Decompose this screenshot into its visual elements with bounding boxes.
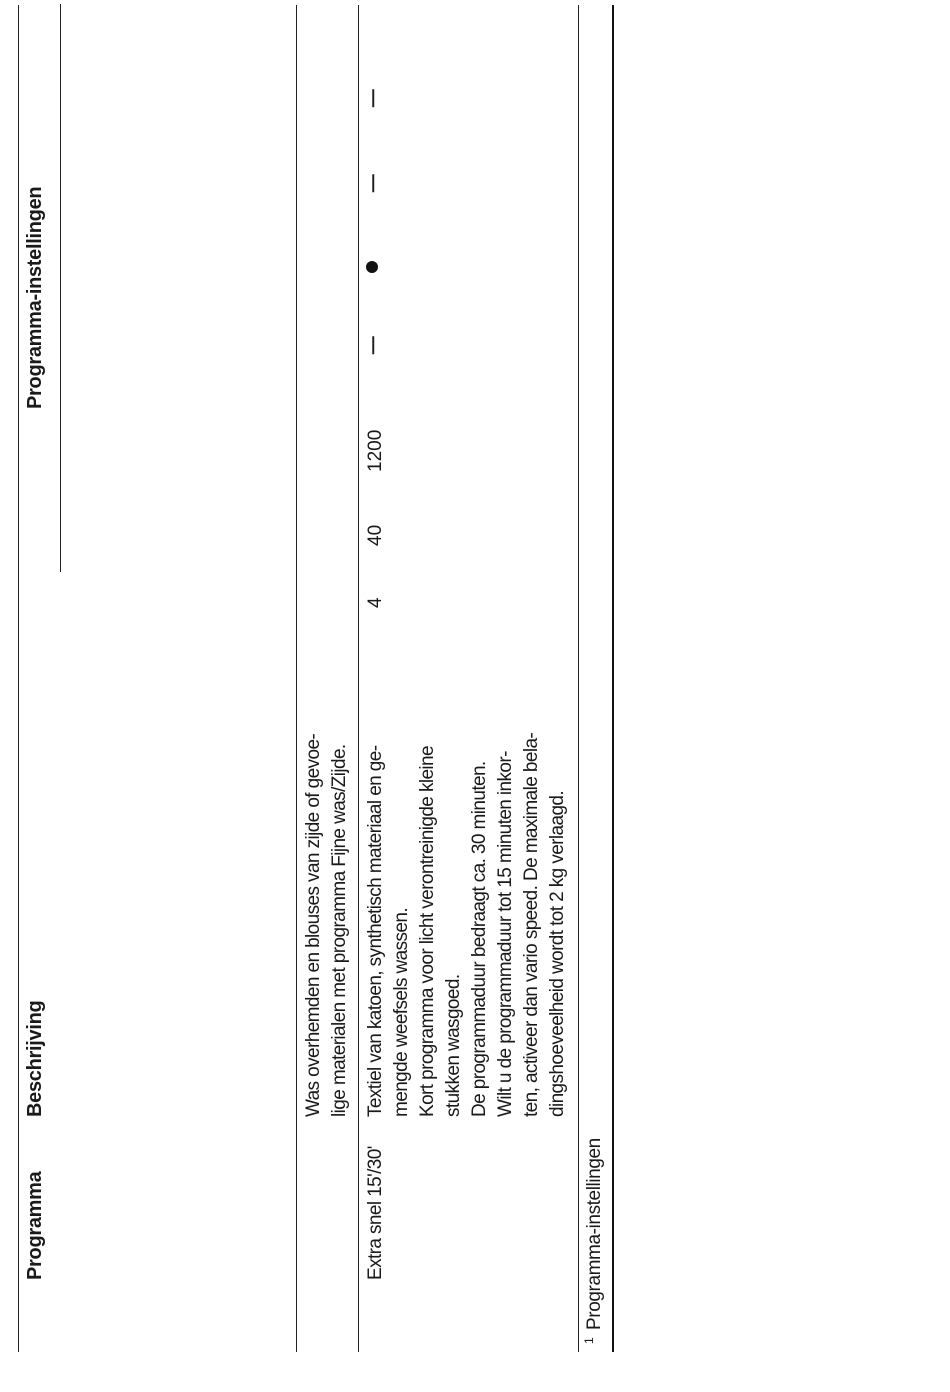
footnote-text: Programma-instellingen bbox=[584, 1138, 605, 1330]
row2-description-line-1: Textiel van katoen, synthetisch materiaal en ge- bbox=[365, 745, 386, 1117]
row2-programma: Extra snel 15'/30' bbox=[365, 1146, 386, 1280]
row-separator-2 bbox=[358, 5, 359, 1352]
header-top-rule bbox=[18, 5, 19, 1352]
setting-temperatuur: 40 bbox=[365, 524, 386, 546]
header-beschrijving: Beschrijving bbox=[24, 1000, 46, 1117]
row1-description-line-1: Was overhemden en blouses van zijde of gevoe- bbox=[303, 733, 324, 1117]
row-separator-3 bbox=[578, 5, 579, 1352]
setting-4-dash-icon bbox=[372, 89, 374, 107]
footnote-marker: 1 bbox=[582, 1337, 596, 1344]
row2-description-line-6: Wilt u de programmaduur tot 15 minuten inkor- bbox=[495, 751, 516, 1117]
header-programma: Programma bbox=[24, 1171, 46, 1280]
row2-description-line-4: stukken wasgoed. bbox=[443, 974, 464, 1117]
row2-description-line-5: De programmaduur bedraagt ca. 30 minuten. bbox=[469, 761, 490, 1117]
setting-2-dot-icon bbox=[366, 261, 378, 273]
setting-toerental: 1200 bbox=[365, 429, 386, 472]
row2-description-line-7: ten, activeer dan vario speed. De maximale bela- bbox=[521, 732, 542, 1117]
row2-description-line-3: Kort programma voor licht verontreinigde kleine bbox=[417, 746, 438, 1117]
setting-3-dash-icon bbox=[372, 174, 374, 192]
row-separator-1 bbox=[296, 5, 297, 1352]
table-bottom-rule bbox=[612, 5, 614, 1352]
row1-description-line-2: lige materialen met programma Fijne was/Zijde. bbox=[329, 744, 350, 1117]
row2-description-line-2: mengde weefsels wassen. bbox=[391, 907, 412, 1117]
setting-belading: 4 bbox=[365, 597, 386, 608]
settings-header-underline bbox=[60, 4, 61, 572]
header-instellingen: Programma-instellingen bbox=[24, 186, 46, 409]
row2-description-line-8: dingshoeveelheid wordt tot 2 kg verlaagd. bbox=[547, 790, 568, 1117]
setting-1-dash-icon bbox=[372, 336, 374, 354]
